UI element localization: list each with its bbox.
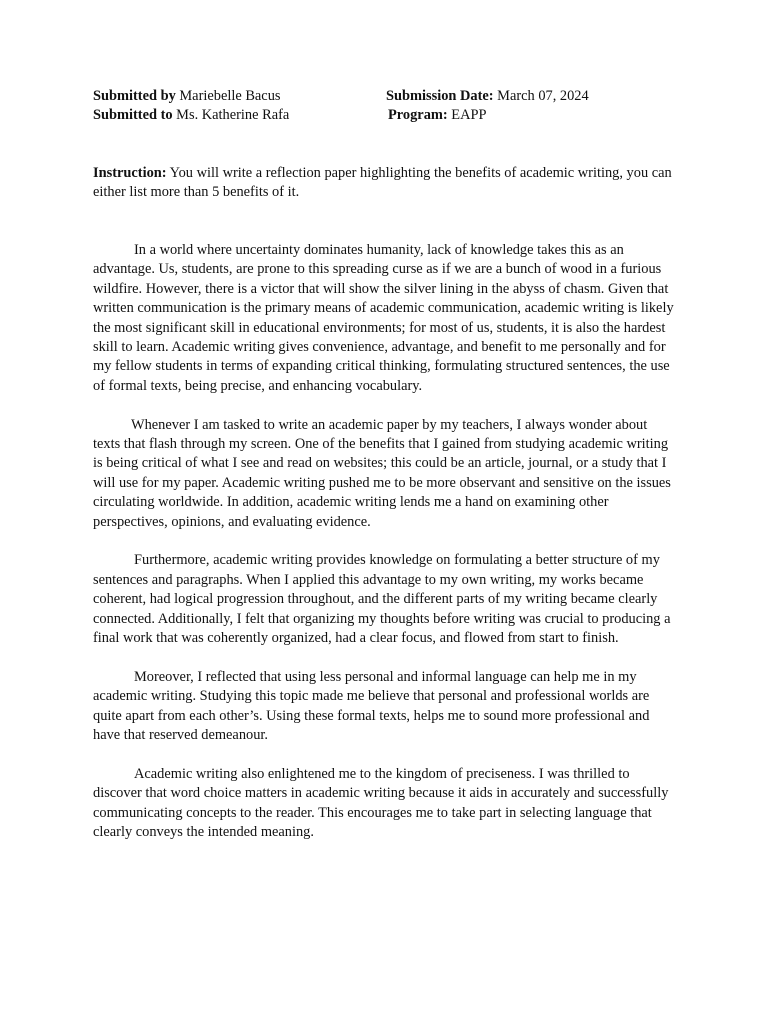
submission-date-label: Submission Date: bbox=[386, 88, 494, 104]
program-value: EAPP bbox=[451, 107, 487, 123]
submitted-to-field bbox=[93, 107, 289, 123]
submitted-to-label: Submitted to bbox=[93, 107, 173, 123]
paragraph-5: Academic writing also enlightened me to the kingdom of preciseness. I was thrilled to discover that word choice matters in academic writing because it aids in accurately and successfully communicating concepts to the reader. This encourages me to take part in selecting language that clearly conveys the intended meaning. bbox=[93, 765, 669, 841]
program-label: Program: bbox=[388, 107, 448, 123]
essay-body bbox=[93, 241, 677, 862]
paragraph-4: Moreover, I reflected that using less personal and informal language can help me in my academic writing. Studying this topic made me believe that personal and professional worlds are quite apart from each other’s. Using these formal texts, helps me to sound more professional and have that reserved demeanour. bbox=[93, 668, 650, 744]
program-field bbox=[388, 106, 486, 125]
paragraph-1: In a world where uncertainty dominates humanity, lack of knowledge takes this as an advantage. Us, students, are prone to this spreading curse as if we are a bunch of wood in a furious wildfire. However, there is a victor that will show the silver lining in the abyss of chasm. Given that written communication is the primary means of academic communication, academic writing is likely the most significant skill in educational environments; for most of us, students, it is also the hardest skill to learn. Academic writing gives convenience, advantage, and benefit to me personally and for my fellow students in terms of expanding critical thinking, formulating structured sentences, the use of formal texts, being precise, and enhancing vocabulary. bbox=[93, 242, 674, 394]
instruction-text: You will write a reflection paper highlighting the benefits of academic writing, you can either list more than 5 benefits of it. bbox=[93, 165, 672, 201]
header-row-2 bbox=[93, 106, 693, 125]
instruction-label: Instruction: bbox=[93, 165, 167, 181]
paragraph-2: Whenever I am tasked to write an academic paper by my teachers, I always wonder about texts that flash through my screen. One of the benefits that I gained from studying academic writing is being critical of what I see and read on websites; this could be an article, journal, or a study that I will use for my paper. Academic writing pushed me to be more observant and sensitive on the issues circulating worldwide. In addition, academic writing lends me a hand on examining other perspectives, opinions, and evaluating evidence. bbox=[93, 416, 671, 530]
instruction-block bbox=[93, 164, 678, 203]
header-row-1 bbox=[93, 87, 693, 106]
submitted-by-field bbox=[93, 88, 280, 104]
submitted-by-label: Submitted by bbox=[93, 88, 176, 104]
paragraph-3: Furthermore, academic writing provides knowledge on formulating a better structure of my sentences and paragraphs. When I applied this advantage to my own writing, my works became coherent, had logical progression throughout, and the different parts of my writing became clearly connected. Additionally, I felt that organizing my thoughts before writing was crucial to producing a final work that was coherently organized, had a clear focus, and flowed from start to finish. bbox=[93, 552, 671, 647]
submission-date-field bbox=[386, 87, 589, 106]
submitted-by-value: Mariebelle Bacus bbox=[179, 88, 281, 104]
submission-date-value: March 07, 2024 bbox=[497, 88, 589, 104]
submitted-to-value: Ms. Katherine Rafa bbox=[176, 107, 290, 123]
